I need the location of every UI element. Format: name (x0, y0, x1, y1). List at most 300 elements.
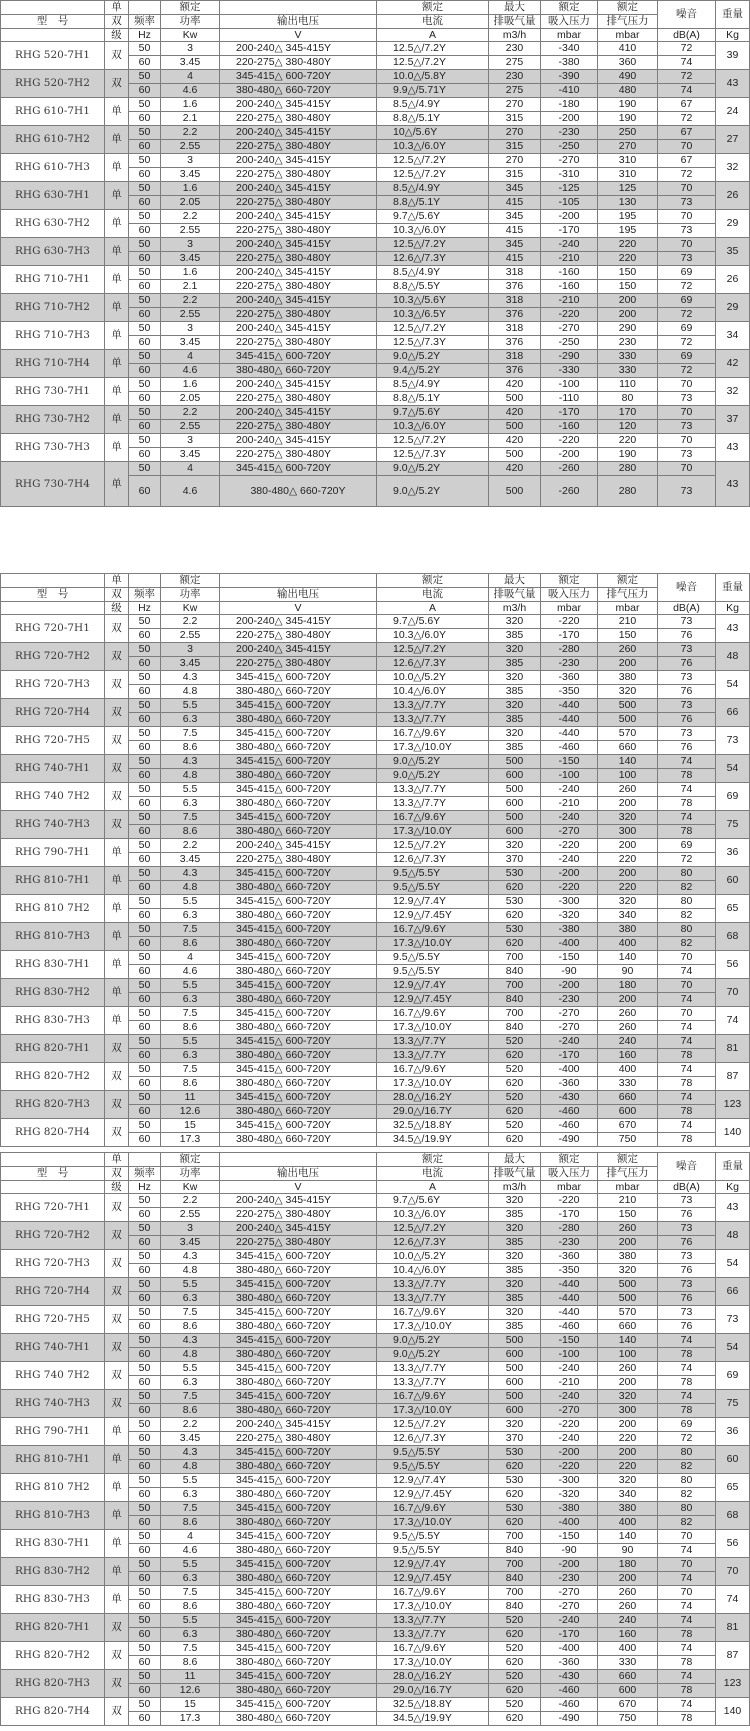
current-cell: 12.5△/7.2Y (377, 643, 489, 657)
voltage-cell: 380-480△ 660-720Y (220, 825, 377, 839)
flow-cell: 320 (489, 1194, 541, 1208)
flow-cell: 600 (489, 1404, 541, 1418)
current-cell: 28.0△/16.2Y (377, 1670, 489, 1684)
phase-cell: 双 (105, 1250, 129, 1278)
freq-cell: 50 (129, 294, 161, 308)
model-cell: RHG 820-7H2 (1, 1063, 105, 1091)
pressure-cell: 380 (598, 923, 658, 937)
voltage-cell: 200-240△ 345-415Y (220, 294, 377, 308)
flow-cell: 385 (489, 657, 541, 671)
flow-cell: 500 (489, 811, 541, 825)
model-cell: RHG 810-7H1 (1, 867, 105, 895)
freq-cell: 60 (129, 84, 161, 98)
weight-cell: 54 (716, 1334, 750, 1362)
freq-cell: 60 (129, 1133, 161, 1147)
pressure-cell: 400 (598, 1642, 658, 1656)
noise-cell: 73 (658, 1306, 716, 1320)
flow-cell: 600 (489, 769, 541, 783)
noise-cell: 72 (658, 280, 716, 294)
header-phase-bot: 级 (105, 29, 129, 42)
phase-cell: 双 (105, 783, 129, 811)
voltage-cell: 380-480△ 660-720Y (220, 1049, 377, 1063)
power-cell: 7.5 (161, 1306, 220, 1320)
voltage-cell: 200-240△ 345-415Y (220, 154, 377, 168)
noise-cell: 74 (658, 1614, 716, 1628)
model-cell: RHG 820-7H2 (1, 1642, 105, 1670)
noise-cell: 69 (658, 322, 716, 336)
vacuum-cell: -170 (541, 629, 598, 643)
voltage-cell: 380-480△ 660-720Y (220, 84, 377, 98)
phase-cell: 单 (105, 1530, 129, 1558)
voltage-cell: 380-480△ 660-720Y (220, 364, 377, 378)
phase-cell: 单 (105, 895, 129, 923)
vacuum-cell: -250 (541, 336, 598, 350)
power-cell: 6.3 (161, 1488, 220, 1502)
header-phase-top: 单 (105, 574, 129, 588)
freq-cell: 50 (129, 979, 161, 993)
current-cell: 9.5△/5.5Y (377, 867, 489, 881)
weight-cell: 35 (716, 238, 750, 266)
table-row (1, 266, 750, 280)
flow-cell: 320 (489, 643, 541, 657)
voltage-cell: 345-415△ 600-720Y (220, 1306, 377, 1320)
header-vacuum-label: 吸入压力 (541, 15, 598, 29)
phase-cell: 双 (105, 1698, 129, 1726)
voltage-cell: 220-275△ 380-480Y (220, 629, 377, 643)
vacuum-cell: -150 (541, 1334, 598, 1348)
current-cell: 12.5△/7.2Y (377, 322, 489, 336)
noise-cell: 76 (658, 713, 716, 727)
current-cell: 8.5△/4.9Y (377, 182, 489, 196)
weight-cell: 32 (716, 154, 750, 182)
model-cell: RHG 720-7H2 (1, 643, 105, 671)
phase-cell: 单 (105, 1502, 129, 1530)
power-cell: 4.8 (161, 1264, 220, 1278)
vacuum-cell: -170 (541, 1049, 598, 1063)
table-row (1, 98, 750, 112)
noise-cell: 67 (658, 154, 716, 168)
phase-cell: 单 (105, 350, 129, 378)
pressure-cell: 270 (598, 140, 658, 154)
pressure-cell: 340 (598, 1488, 658, 1502)
current-cell: 13.3△/7.7Y (377, 783, 489, 797)
current-cell: 9.5△/5.5Y (377, 965, 489, 979)
pressure-cell: 140 (598, 1334, 658, 1348)
flow-cell: 270 (489, 126, 541, 140)
weight-cell: 87 (716, 1642, 750, 1670)
pressure-cell: 130 (598, 196, 658, 210)
flow-cell: 520 (489, 1614, 541, 1628)
power-cell: 5.5 (161, 1362, 220, 1376)
flow-cell: 500 (489, 1362, 541, 1376)
pressure-cell: 200 (598, 839, 658, 853)
voltage-cell: 345-415△ 600-720Y (220, 1446, 377, 1460)
vacuum-cell: -300 (541, 895, 598, 909)
noise-cell: 73 (658, 392, 716, 406)
header-freq-top (129, 574, 161, 588)
flow-cell: 270 (489, 154, 541, 168)
header-power-label: 功率 (161, 1167, 220, 1181)
header-current-unit: A (377, 1181, 489, 1194)
freq-cell: 50 (129, 1306, 161, 1320)
vacuum-cell: -460 (541, 1105, 598, 1119)
model-cell: RHG 610-7H3 (1, 154, 105, 182)
phase-cell: 单 (105, 951, 129, 979)
voltage-cell: 380-480△ 660-720Y (220, 1656, 377, 1670)
voltage-cell: 345-415△ 600-720Y (220, 1670, 377, 1684)
flow-cell: 376 (489, 364, 541, 378)
model-cell: RHG 710-7H1 (1, 266, 105, 294)
weight-cell: 60 (716, 867, 750, 895)
freq-cell: 50 (129, 1035, 161, 1049)
voltage-cell: 380-480△ 660-720Y (220, 965, 377, 979)
voltage-cell: 345-415△ 600-720Y (220, 699, 377, 713)
vacuum-cell: -460 (541, 1119, 598, 1133)
pressure-cell: 600 (598, 1684, 658, 1698)
vacuum-cell: -380 (541, 1502, 598, 1516)
freq-cell: 60 (129, 657, 161, 671)
power-cell: 7.5 (161, 727, 220, 741)
voltage-cell: 345-415△ 600-720Y (220, 350, 377, 364)
model-cell: RHG 710-7H3 (1, 322, 105, 350)
voltage-cell: 380-480△ 660-720Y (220, 937, 377, 951)
flow-cell: 520 (489, 1698, 541, 1712)
noise-cell: 78 (658, 825, 716, 839)
header-row (1, 1, 750, 15)
phase-cell: 双 (105, 1278, 129, 1306)
pressure-cell: 260 (598, 1222, 658, 1236)
phase-cell: 双 (105, 811, 129, 839)
header-weight-label: 重量 (716, 574, 750, 602)
noise-cell: 70 (658, 406, 716, 420)
header-vacuum-unit: mbar (541, 29, 598, 42)
pressure-cell: 200 (598, 294, 658, 308)
vacuum-cell: -400 (541, 1063, 598, 1077)
pressure-cell: 500 (598, 1278, 658, 1292)
power-cell: 6.3 (161, 993, 220, 1007)
header-flow-top: 最大 (489, 574, 541, 588)
power-cell: 4.3 (161, 671, 220, 685)
flow-cell: 420 (489, 406, 541, 420)
header-current-top: 额定 (377, 574, 489, 588)
current-cell: 12.5△/7.2Y (377, 1222, 489, 1236)
flow-cell: 345 (489, 182, 541, 196)
voltage-cell: 345-415△ 600-720Y (220, 671, 377, 685)
vacuum-cell: -350 (541, 1264, 598, 1278)
current-cell: 9.5△/5.5Y (377, 1544, 489, 1558)
flow-cell: 500 (489, 1334, 541, 1348)
freq-cell: 60 (129, 965, 161, 979)
current-cell: 12.5△/7.2Y (377, 42, 489, 56)
voltage-cell: 380-480△ 660-720Y (220, 909, 377, 923)
noise-cell: 73 (658, 476, 716, 507)
noise-cell: 69 (658, 839, 716, 853)
phase-cell: 单 (105, 1558, 129, 1586)
noise-cell: 74 (658, 811, 716, 825)
flow-cell: 385 (489, 1320, 541, 1334)
power-cell: 7.5 (161, 1642, 220, 1656)
freq-cell: 60 (129, 1712, 161, 1726)
weight-cell: 123 (716, 1091, 750, 1119)
pressure-cell: 80 (598, 392, 658, 406)
vacuum-cell: -170 (541, 1628, 598, 1642)
current-cell: 10.3△/6.5Y (377, 308, 489, 322)
flow-cell: 315 (489, 140, 541, 154)
vacuum-cell: -240 (541, 1035, 598, 1049)
header-vacuum-top: 额定 (541, 1, 598, 15)
noise-cell: 70 (658, 951, 716, 965)
freq-cell: 60 (129, 1077, 161, 1091)
noise-cell: 78 (658, 1077, 716, 1091)
header-weight-label: 重量 (716, 1, 750, 29)
weight-cell: 27 (716, 126, 750, 154)
current-cell: 9.9△/5.71Y (377, 84, 489, 98)
current-cell: 12.6△/7.3Y (377, 1236, 489, 1250)
phase-cell: 双 (105, 1119, 129, 1147)
pressure-cell: 310 (598, 168, 658, 182)
pressure-cell: 220 (598, 252, 658, 266)
model-cell: RHG 630-7H1 (1, 182, 105, 210)
vacuum-cell: -200 (541, 867, 598, 881)
current-cell: 28.0△/16.2Y (377, 1091, 489, 1105)
model-cell: RHG 740 7H2 (1, 1362, 105, 1390)
voltage-cell: 220-275△ 380-480Y (220, 448, 377, 462)
voltage-cell: 200-240△ 345-415Y (220, 1418, 377, 1432)
noise-cell: 73 (658, 252, 716, 266)
power-cell: 2.1 (161, 280, 220, 294)
voltage-cell: 345-415△ 600-720Y (220, 1035, 377, 1049)
power-cell: 8.6 (161, 1516, 220, 1530)
pressure-cell: 190 (598, 98, 658, 112)
pressure-cell: 480 (598, 84, 658, 98)
noise-cell: 82 (658, 1460, 716, 1474)
header-vacuum-top: 额定 (541, 1153, 598, 1167)
noise-cell: 76 (658, 1208, 716, 1222)
freq-cell: 60 (129, 713, 161, 727)
freq-cell: 50 (129, 1007, 161, 1021)
phase-cell: 单 (105, 406, 129, 434)
flow-cell: 385 (489, 1236, 541, 1250)
vacuum-cell: -220 (541, 1418, 598, 1432)
weight-cell: 42 (716, 350, 750, 378)
freq-cell: 60 (129, 1684, 161, 1698)
power-cell: 5.5 (161, 699, 220, 713)
power-cell: 2.55 (161, 308, 220, 322)
header-pressure-top: 额定 (598, 574, 658, 588)
current-cell: 9.0△/5.2Y (377, 462, 489, 476)
flow-cell: 840 (489, 1572, 541, 1586)
header-row (1, 588, 750, 602)
freq-cell: 50 (129, 1614, 161, 1628)
table-row (1, 126, 750, 140)
pressure-cell: 500 (598, 713, 658, 727)
model-cell: RHG 730-7H2 (1, 406, 105, 434)
pressure-cell: 200 (598, 993, 658, 1007)
voltage-cell: 220-275△ 380-480Y (220, 168, 377, 182)
power-cell: 8.6 (161, 1600, 220, 1614)
current-cell: 8.8△/5.5Y (377, 280, 489, 294)
voltage-cell: 345-415△ 600-720Y (220, 1586, 377, 1600)
flow-cell: 500 (489, 1390, 541, 1404)
flow-cell: 620 (489, 937, 541, 951)
voltage-cell: 345-415△ 600-720Y (220, 1334, 377, 1348)
voltage-cell: 345-415△ 600-720Y (220, 1007, 377, 1021)
voltage-cell: 220-275△ 380-480Y (220, 308, 377, 322)
current-cell: 16.7△/9.6Y (377, 727, 489, 741)
phase-cell: 单 (105, 1474, 129, 1502)
power-cell: 3 (161, 238, 220, 252)
power-cell: 7.5 (161, 1063, 220, 1077)
header-flow-unit: m3/h (489, 1181, 541, 1194)
vacuum-cell: -200 (541, 112, 598, 126)
current-cell: 16.7△/9.6Y (377, 1502, 489, 1516)
freq-cell: 60 (129, 392, 161, 406)
current-cell: 10.0△/5.2Y (377, 1250, 489, 1264)
pressure-cell: 140 (598, 1530, 658, 1544)
pressure-cell: 240 (598, 1035, 658, 1049)
vacuum-cell: -270 (541, 154, 598, 168)
vacuum-cell: -430 (541, 1091, 598, 1105)
header-noise-label: 噪音 (658, 1153, 716, 1181)
header-weight-unit: Kg (716, 602, 750, 615)
power-cell: 1.6 (161, 378, 220, 392)
power-cell: 2.2 (161, 294, 220, 308)
weight-cell: 54 (716, 755, 750, 783)
power-cell: 2.1 (161, 112, 220, 126)
header-voltage-label: 输出电压 (220, 588, 377, 602)
voltage-cell: 200-240△ 345-415Y (220, 210, 377, 224)
header-freq-unit: Hz (129, 29, 161, 42)
vacuum-cell: -240 (541, 1390, 598, 1404)
noise-cell: 74 (658, 965, 716, 979)
pressure-cell: 330 (598, 364, 658, 378)
noise-cell: 74 (658, 1119, 716, 1133)
voltage-cell: 220-275△ 380-480Y (220, 112, 377, 126)
pressure-cell: 190 (598, 112, 658, 126)
power-cell: 3 (161, 1222, 220, 1236)
flow-cell: 320 (489, 615, 541, 629)
header-freq-label: 频率 (129, 588, 161, 602)
power-cell: 4.3 (161, 755, 220, 769)
power-cell: 1.6 (161, 98, 220, 112)
vacuum-cell: -320 (541, 1488, 598, 1502)
freq-cell: 60 (129, 308, 161, 322)
vacuum-cell: -280 (541, 1222, 598, 1236)
current-cell: 29.0△/16.7Y (377, 1684, 489, 1698)
noise-cell: 74 (658, 1600, 716, 1614)
noise-cell: 78 (658, 1684, 716, 1698)
table-row (1, 951, 750, 965)
freq-cell: 60 (129, 448, 161, 462)
power-cell: 4.3 (161, 1334, 220, 1348)
table-row (1, 1670, 750, 1684)
voltage-cell: 380-480△ 660-720Y (220, 797, 377, 811)
current-cell: 13.3△/7.7Y (377, 1049, 489, 1063)
current-cell: 32.5△/18.8Y (377, 1698, 489, 1712)
power-cell: 4.8 (161, 1460, 220, 1474)
weight-cell: 54 (716, 671, 750, 699)
freq-cell: 60 (129, 881, 161, 895)
voltage-cell: 220-275△ 380-480Y (220, 1432, 377, 1446)
current-cell: 9.5△/5.5Y (377, 1530, 489, 1544)
noise-cell: 78 (658, 1656, 716, 1670)
noise-cell: 70 (658, 1007, 716, 1021)
flow-cell: 620 (489, 1488, 541, 1502)
vacuum-cell: -400 (541, 937, 598, 951)
voltage-cell: 200-240△ 345-415Y (220, 1222, 377, 1236)
phase-cell: 双 (105, 755, 129, 783)
freq-cell: 50 (129, 671, 161, 685)
flow-cell: 840 (489, 1021, 541, 1035)
vacuum-cell: -440 (541, 713, 598, 727)
flow-cell: 385 (489, 1208, 541, 1222)
pressure-cell: 200 (598, 1236, 658, 1250)
current-cell: 17.3△/10.0Y (377, 1320, 489, 1334)
voltage-cell: 380-480△ 660-720Y (220, 1544, 377, 1558)
noise-cell: 78 (658, 1133, 716, 1147)
noise-cell: 70 (658, 979, 716, 993)
table-row (1, 699, 750, 713)
phase-cell: 双 (105, 1035, 129, 1063)
power-cell: 2.55 (161, 224, 220, 238)
current-cell: 16.7△/9.6Y (377, 1390, 489, 1404)
pressure-cell: 195 (598, 210, 658, 224)
flow-cell: 700 (489, 1586, 541, 1600)
voltage-cell: 345-415△ 600-720Y (220, 923, 377, 937)
noise-cell: 70 (658, 1586, 716, 1600)
model-cell: RHG 520-7H2 (1, 70, 105, 98)
current-cell: 8.8△/5.1Y (377, 112, 489, 126)
current-cell: 34.5△/19.9Y (377, 1712, 489, 1726)
voltage-cell: 345-415△ 600-720Y (220, 811, 377, 825)
voltage-cell: 380-480△ 660-720Y (220, 1600, 377, 1614)
noise-cell: 70 (658, 182, 716, 196)
power-cell: 4 (161, 462, 220, 476)
vacuum-cell: -490 (541, 1133, 598, 1147)
flow-cell: 840 (489, 965, 541, 979)
model-cell: RHG 720-7H3 (1, 1250, 105, 1278)
noise-cell: 73 (658, 224, 716, 238)
model-cell: RHG 810 7H2 (1, 895, 105, 923)
vacuum-cell: -150 (541, 1530, 598, 1544)
freq-cell: 60 (129, 1376, 161, 1390)
noise-cell: 76 (658, 685, 716, 699)
power-cell: 4.8 (161, 1348, 220, 1362)
power-cell: 2.2 (161, 406, 220, 420)
vacuum-cell: -160 (541, 266, 598, 280)
freq-cell: 50 (129, 839, 161, 853)
freq-cell: 60 (129, 56, 161, 70)
power-cell: 7.5 (161, 1390, 220, 1404)
weight-cell: 68 (716, 1502, 750, 1530)
header-model-top (1, 1153, 105, 1167)
vacuum-cell: -440 (541, 699, 598, 713)
vacuum-cell: -270 (541, 1600, 598, 1614)
spec-table-3 (0, 1152, 750, 1726)
flow-cell: 700 (489, 1007, 541, 1021)
power-cell: 4 (161, 70, 220, 84)
pressure-cell: 200 (598, 1376, 658, 1390)
flow-cell: 320 (489, 1306, 541, 1320)
voltage-cell: 345-415△ 600-720Y (220, 70, 377, 84)
model-cell: RHG 820-7H4 (1, 1119, 105, 1147)
vacuum-cell: -160 (541, 420, 598, 434)
power-cell: 4 (161, 350, 220, 364)
phase-cell: 单 (105, 867, 129, 895)
noise-cell: 78 (658, 797, 716, 811)
voltage-cell: 200-240△ 345-415Y (220, 406, 377, 420)
flow-cell: 700 (489, 1558, 541, 1572)
